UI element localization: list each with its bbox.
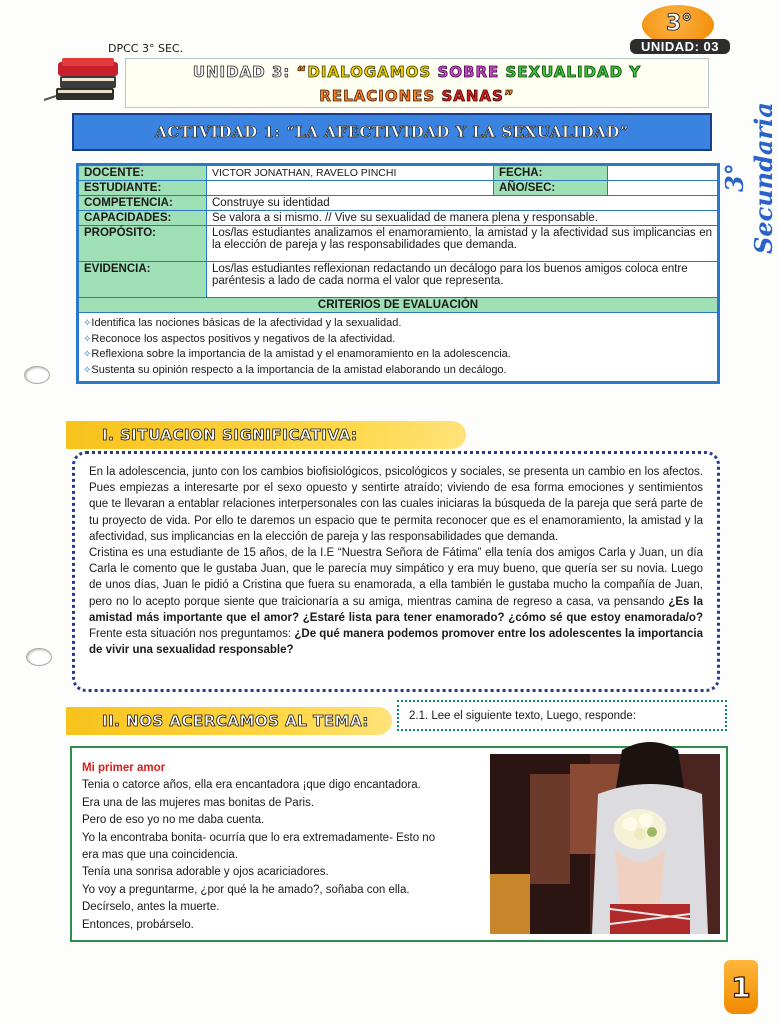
situation-main-question: ¿De qué manera podemos promover entre los adolescentes la importancia de vivir una sexualidad responsable? xyxy=(89,628,704,657)
grade-number: 3° xyxy=(666,11,693,36)
reading-line: Decírselo, antes la muerte. xyxy=(82,901,220,914)
unit-label: UNIDAD: 03 xyxy=(630,39,730,54)
section-1-title: I. SITUACION SIGNIFICATIVA: xyxy=(102,426,358,444)
fecha-field[interactable] xyxy=(608,166,718,181)
reading-line: Tenía una sonrisa adorable y ojos acariciadores. xyxy=(82,866,329,879)
criterio-item: ✧ Identifica las nociones básicas de la afectividad y la sexualidad. xyxy=(83,316,713,332)
reading-line: Yo voy a preguntarme, ¿por qué la he amado?, soñaba con ella. xyxy=(82,883,410,896)
anio-sec-field[interactable] xyxy=(608,181,718,196)
activity-title-bar xyxy=(72,113,712,151)
evidencia-value: Los/las estudiantes reflexionan redactando un decálogo para los buenos amigos coloca entre paréntesis a lado de cada norma el valor que representa. xyxy=(207,262,718,298)
situation-text: Cristina es una estudiante de 15 años, de la I.E “Nuestra Señora de Fátima” ella tenía dos amigos Carla y Juan, un día Carla le comento que le gustaba Juan, que le parecía muy simpático y era muy bueno, que quería ser su novia. Luego de unos días, Juan le pidió a Cristina que fuera su enamorada, a ella también le gustaba mucho la compañía de Juan, pero no lo acepto porque siente que traicionaría a su amiga, mientras camina de regreso a casa, va pensando xyxy=(89,547,703,608)
situation-text-2: Frente esta situación nos preguntamos: xyxy=(89,628,295,641)
situation-questions: ¿Es la amistad más importante que el amor? ¿Estaré lista para tener enamorado? ¿cómo sé que estoy enamorada/o? xyxy=(89,595,703,624)
title-sexualidad: SEXUALIDAD Y xyxy=(505,63,642,81)
section-1-banner xyxy=(66,421,466,449)
fecha-label: FECHA: xyxy=(494,166,608,181)
binder-hole xyxy=(26,648,52,666)
activity-title: ACTIVIDAD 1: “LA AFECTIVIDAD Y LA SEXUALIDAD” xyxy=(155,123,629,141)
reading-line: Pero de eso yo no me daba cuenta. xyxy=(82,814,265,827)
grade-side-label: 3° Secundaria xyxy=(720,102,778,254)
binder-hole xyxy=(24,366,50,384)
unit-badge xyxy=(630,5,740,57)
estudiante-label: ESTUDIANTE: xyxy=(79,181,207,196)
title-relaciones: RELACIONES xyxy=(319,87,442,105)
estudiante-field[interactable] xyxy=(207,181,494,196)
page-number: 1 xyxy=(724,960,758,1014)
situation-paragraph-2 xyxy=(89,545,703,658)
unit-title-line1 xyxy=(126,61,708,83)
reading-title: Mi primer amor xyxy=(82,762,166,774)
criterios-list xyxy=(79,313,717,381)
competencia-label: COMPETENCIA: xyxy=(79,196,207,211)
proposito-value: Los/las estudiantes analizamos el enamoramiento, la amistad y la afectividad sus implicancias en la elección de pareja y las responsabilidades que demanda. xyxy=(207,226,718,262)
capacidades-value: Se valora a si mismo. // Vive su sexualidad de manera plena y responsable. xyxy=(207,211,718,226)
situation-box xyxy=(72,451,720,692)
docente-label: DOCENTE: xyxy=(79,166,207,181)
girl-with-flowers-photo xyxy=(490,754,720,934)
unit-title-line2 xyxy=(126,85,708,107)
reading-line: Tenia o catorce años, ella era encantadora ¡que digo encantadora. xyxy=(82,779,421,792)
criterio-item: ✧ Reconoce los aspectos positivos y negativos de la afectividad. xyxy=(83,332,713,348)
anio-sec-label: AÑO/SEC: xyxy=(494,181,608,196)
reading-line: Entonces, probárselo. xyxy=(82,918,194,931)
situation-paragraph-1: En la adolescencia, junto con los cambios biofisiológicos, psicológicos y sociales, se presenta un cambio en los afectos. Pues empiezas a interesarte por el sexo opuesto y sentirte atraído; viviendo de esa forma emociones y sentimientos que te llevaran a entablar relaciones interpersonales con las cuales iniciaras la búsqueda de la pareja que será parte de tu proyecto de vida. Por ello te daremos un espacio que te permita reconocer que es el enamoramiento, la amistad y la afectividad, sus implicancias en la elección de pareja y las responsabilidades que demanda. xyxy=(89,466,703,543)
criterios-title: CRITERIOS DE EVALUACIÓN xyxy=(79,298,718,313)
section-2-banner xyxy=(66,707,392,735)
title-sobre: SOBRE xyxy=(437,63,506,81)
evidencia-label: EVIDENCIA: xyxy=(79,262,207,298)
title-open-quote: “ xyxy=(296,63,308,81)
criterio-item: ✧ Reflexiona sobre la importancia de la amistad y el enamoramiento en la adolescencia. xyxy=(83,347,713,363)
section-2-title: II. NOS ACERCAMOS AL TEMA: xyxy=(102,712,369,730)
title-unit: UNIDAD 3: xyxy=(192,63,297,81)
reading-line: Yo la encontraba bonita- ocurría que lo era extremadamente- Esto no xyxy=(82,831,436,844)
competencia-value: Construye su identidad xyxy=(207,196,718,211)
capacidades-label: CAPACIDADES: xyxy=(79,211,207,226)
reading-instruction: 2.1. Lee el siguiente texto, Luego, responde: xyxy=(397,700,727,731)
criterio-item: ✧ Sustenta su opinión respecto a la importancia de la amistad elaborando un decálogo. xyxy=(83,363,713,379)
books-icon xyxy=(42,52,124,108)
docente-value: VICTOR JONATHAN, RAVELO PINCHI xyxy=(207,166,494,181)
info-table xyxy=(76,163,720,384)
title-sanas: SANAS xyxy=(441,87,504,105)
reading-line: era mas que una coincidencia. xyxy=(82,849,238,862)
proposito-label: PROPÓSITO: xyxy=(79,226,207,262)
reading-text xyxy=(82,760,492,934)
course-code: DPCC 3° SEC. xyxy=(108,42,184,55)
unit-title-box xyxy=(125,58,709,108)
reading-box xyxy=(70,746,728,942)
reading-line: Era una de las mujeres mas bonitas de Paris. xyxy=(82,796,315,809)
title-dialogamos: DIALOGAMOS xyxy=(307,63,438,81)
title-close-quote: ” xyxy=(503,87,515,105)
